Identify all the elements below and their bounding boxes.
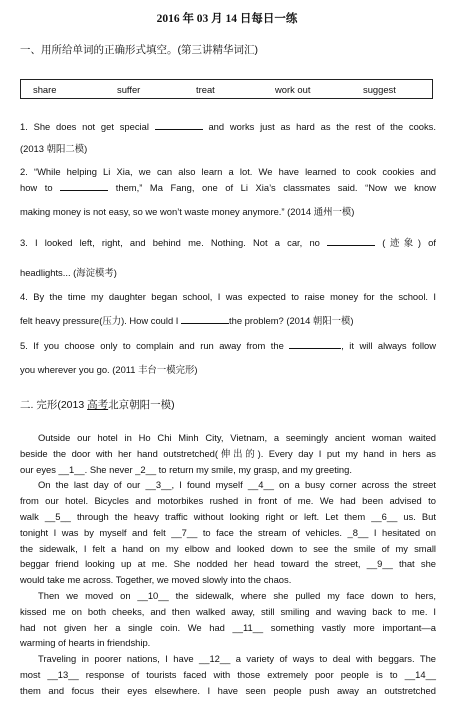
answer-blank[interactable] (327, 236, 375, 246)
passage-line: Outside our hotel in Ho Chi Minh City, Vietnam, a seemingly ancient woman waited (38, 432, 436, 443)
question-text: 4. By the time my daughter began school, I was expected to raise money for the school. I (20, 291, 436, 302)
question-4 (20, 289, 436, 328)
question-text: you wherever you go. (2011 丰台一模完形) (20, 363, 198, 375)
answer-blank[interactable] (289, 339, 341, 349)
answer-blank[interactable] (155, 120, 203, 130)
word-bank-item: work out (275, 84, 311, 95)
passage-line: Traveling in poorer nations, I have __12__ a variety of ways to deal with beggars. The (38, 653, 436, 665)
word-bank-item: suggest (363, 84, 396, 95)
question-5 (20, 338, 436, 377)
section-1-heading: 一、用所给单词的正确形式填空。(第三讲精华词汇) (20, 44, 258, 56)
question-2 (20, 164, 436, 220)
word-bank-item: suffer (117, 84, 141, 95)
question-text: felt heavy pressure(压力). How could I (20, 314, 179, 326)
question-text: how to (20, 181, 53, 193)
word-bank-item: treat (196, 84, 215, 95)
passage-line: them and focus their eyes elsewhere. I have seen people push away an outstretched (20, 684, 436, 696)
word-bank-box (20, 79, 433, 99)
question-3 (20, 235, 436, 280)
page-title: 2016 年 03 月 14 日每日一练 (156, 13, 298, 25)
passage-line: On the last day of our __3__, I found myself __4__ on a busy corner across the street (38, 479, 436, 491)
question-text: 2. “While helping Li Xia, we can also learn a lot. We have learned to cook cookies and (20, 166, 436, 177)
passage-line: our eyes __1__. She never _2__ to return my smile, my grasp, and my greeting. (20, 463, 352, 475)
question-text: them,” Ma Fang, one of Li Xia’s classmates said. “Now we know (115, 181, 436, 193)
question-1 (20, 119, 436, 156)
cloze-passage (20, 430, 436, 699)
question-text: the problem? (2014 朝阳一模) (229, 314, 354, 326)
question-source: headlights... (海淀模考) (20, 266, 117, 278)
passage-line: the sidewalk, I felt a hand on my elbow and looked down to see the smile of my small (20, 542, 436, 554)
passage-line: walk __5__ through the heavy traffic without looking right or left. Let them __6__ us. But (20, 510, 436, 522)
question-source: (2013 朝阳二模) (20, 142, 88, 154)
question-text: 1. She does not get special (20, 121, 149, 132)
passage-line: beside the door with her hand outstretched(伸出的). Every day I put my hand in hers as (20, 447, 436, 459)
passage-line: beggar friend looking up at me. She nodded her head toward the street, __9__ that she (20, 558, 436, 570)
question-text: and works just as hard as the rest of the cooks. (208, 121, 436, 132)
word-bank-item: share (33, 84, 57, 95)
question-text: (迹象) of (382, 237, 436, 248)
passage-line: warming of hearts in friendship. (20, 637, 151, 649)
passage-line: kissed me on both cheeks, and then walked away, still smiling and waving back to me. I (20, 605, 436, 617)
passage-line: from our hotel. Bicycles and motorbikes rushed in front of me. We had been advised to (20, 495, 436, 507)
passage-line: most __13__ response of tourists faced with those extremely poor people is to __14__ (20, 668, 436, 680)
question-text: 5. If you choose only to complain and run away from the (20, 340, 284, 351)
passage-line: Then we moved on __10__ the sidewalk, where she pulled my face down to hers, (38, 589, 436, 601)
question-text: making money is not easy, so we won’t waste money anymore.” (2014 通州一模) (20, 206, 355, 217)
answer-blank[interactable] (181, 314, 229, 324)
passage-line: would take me across. Together, we moved slowly into the chaos. (20, 574, 292, 586)
underlined-word: 高考 (87, 399, 109, 411)
question-text: 3. I looked left, right, and behind me. Nothing. Not a car, no (20, 237, 320, 248)
passage-line: tonight I was by myself and felt __7__ to face the stream of vehicles. _8__ I hesitated on (20, 526, 436, 538)
question-text: , it will always follow (341, 340, 437, 351)
section-2-heading: 二. 完形(2013 高考北京朝阳一模) (20, 399, 175, 411)
answer-blank[interactable] (60, 181, 108, 191)
passage-line: had not given her a single coin. We had __11__ something vastly more important—a (20, 621, 436, 633)
